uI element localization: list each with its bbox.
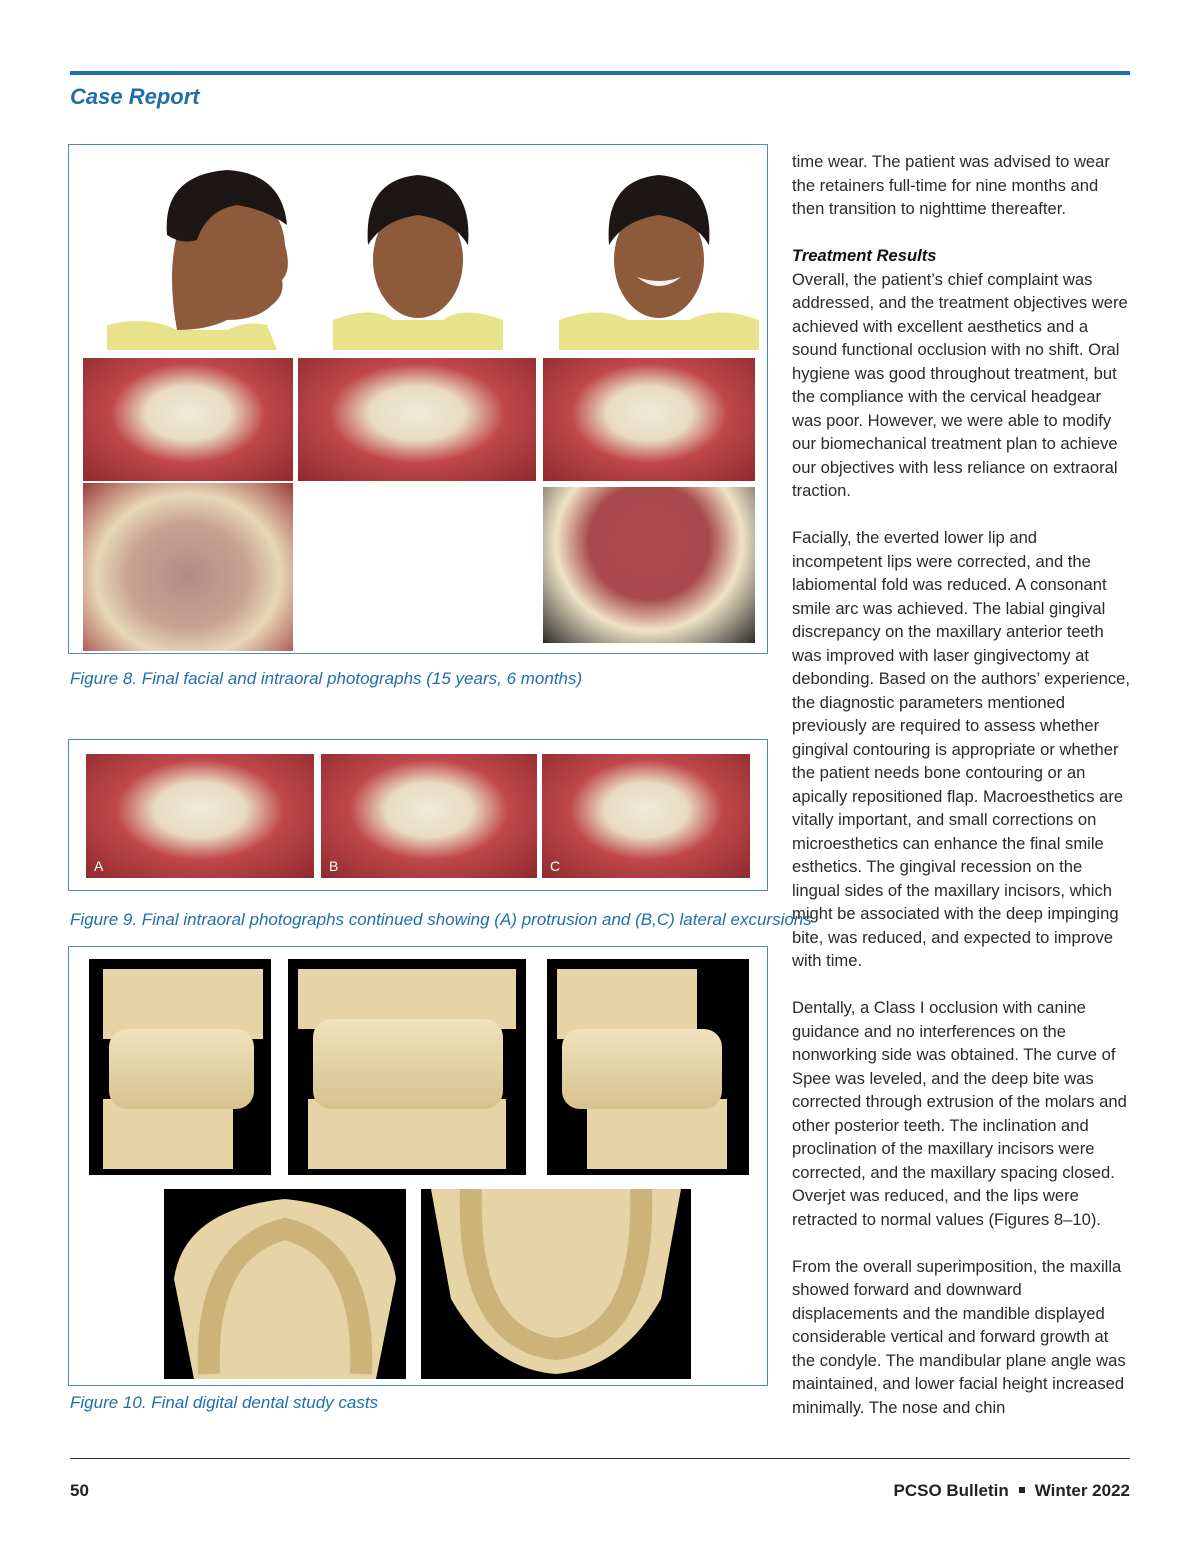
journal-name: PCSO Bulletin — [893, 1481, 1009, 1500]
paragraph-1: time wear. The patient was advised to wear the retainers full-time for nine months and then transition to nighttime thereafter. — [792, 152, 1110, 218]
frontal-photo — [333, 155, 503, 350]
figure-9-frame — [68, 739, 768, 891]
cast-left-view — [547, 959, 749, 1175]
footer-rule — [70, 1458, 1130, 1459]
maxillary-occlusal-photo — [83, 483, 293, 651]
protrusion-photo — [86, 754, 314, 878]
paragraph-4: Dentally, a Class I occlusion with canine guidance and no interferences on the nonworking side was obtained. The curve of Spee was leveled, and the deep bite was corrected through extrusion of the molars and other posterior teeth. The inclination and proclination of the maxillary incisors were corrected, and the maxillary spacing closed. Overjet was reduced, and the lips were retracted to normal values (Figures 8–10). — [792, 998, 1127, 1229]
figure-8-caption: Figure 8. Final facial and intraoral photographs (15 years, 6 months) — [70, 669, 583, 688]
paragraph-3: Facially, the everted lower lip and incompetent lips were corrected, and the labiomental fold was reduced. A consonant smile arc was achieved. The labial gingival discrepancy on the maxillary anterior teeth was improved with laser gingivectomy at debonding. Based on the authors’ experience, the diagnostic parameters mentioned previously are required to assess whether gingival contouring is appropriate or whether the patient needs bone contouring or an apically repositioned flap. Macroesthetics are vitally important, and small corrections on microesthetics can enhance the final smile esthetics. The gingival recession on the lingual sides of the maxillary incisors, which might be associated with the deep impinging bite, was reduced, and expected to improve with time. — [792, 528, 1130, 970]
left-excursion-photo — [542, 754, 750, 878]
cast-maxillary-occlusal — [164, 1189, 406, 1379]
intraoral-right-photo — [83, 358, 293, 481]
figure-9-caption: Figure 9. Final intraoral photographs continued showing (A) protrusion and (B,C) lateral excursions — [70, 910, 812, 929]
figure-8-frame — [68, 144, 768, 654]
intraoral-frontal-photo — [298, 358, 536, 481]
cast-frontal-view — [288, 959, 526, 1175]
cast-mandibular-occlusal — [421, 1189, 691, 1379]
right-excursion-photo — [321, 754, 537, 878]
intraoral-left-photo — [543, 358, 755, 481]
paragraph-2: Overall, the patient’s chief complaint was addressed, and the treatment objectives were achieved with excellent aesthetics and a sound functional occlusion with no shift. Oral hygiene was good throughout treatment, but the compliance with the cervical headgear was poor. However, we were able to modify our biomechanical treatment plan to achieve our objectives with less reliance on extraoral traction. — [792, 269, 1128, 500]
smile-photo — [559, 155, 759, 350]
journal-issue: Winter 2022 — [1034, 1481, 1130, 1500]
panel-label-b: B — [329, 858, 339, 874]
header-rule — [70, 71, 1130, 75]
bullet-separator — [1019, 1487, 1025, 1493]
journal-footer — [893, 1481, 1130, 1501]
figure-10-frame — [68, 946, 768, 1386]
profile-photo — [107, 155, 297, 350]
cast-right-view — [89, 959, 271, 1175]
mandibular-occlusal-photo — [543, 487, 755, 643]
panel-label-a: A — [94, 858, 104, 874]
figure-10-caption: Figure 10. Final digital dental study casts — [70, 1393, 379, 1412]
panel-label-c: C — [550, 858, 561, 874]
paragraph-5: From the overall superimposition, the maxilla showed forward and downward displacements and the mandible displayed considerable vertical and forward growth at the condyle. The mandibular plane angle was maintained, and lower facial height increased minimally. The nose and chin — [792, 1256, 1126, 1417]
page-number: 50 — [70, 1481, 89, 1500]
section-label: Case Report — [70, 84, 200, 109]
article-column — [792, 150, 1132, 1419]
subhead-treatment-results: Treatment Results — [792, 246, 937, 265]
